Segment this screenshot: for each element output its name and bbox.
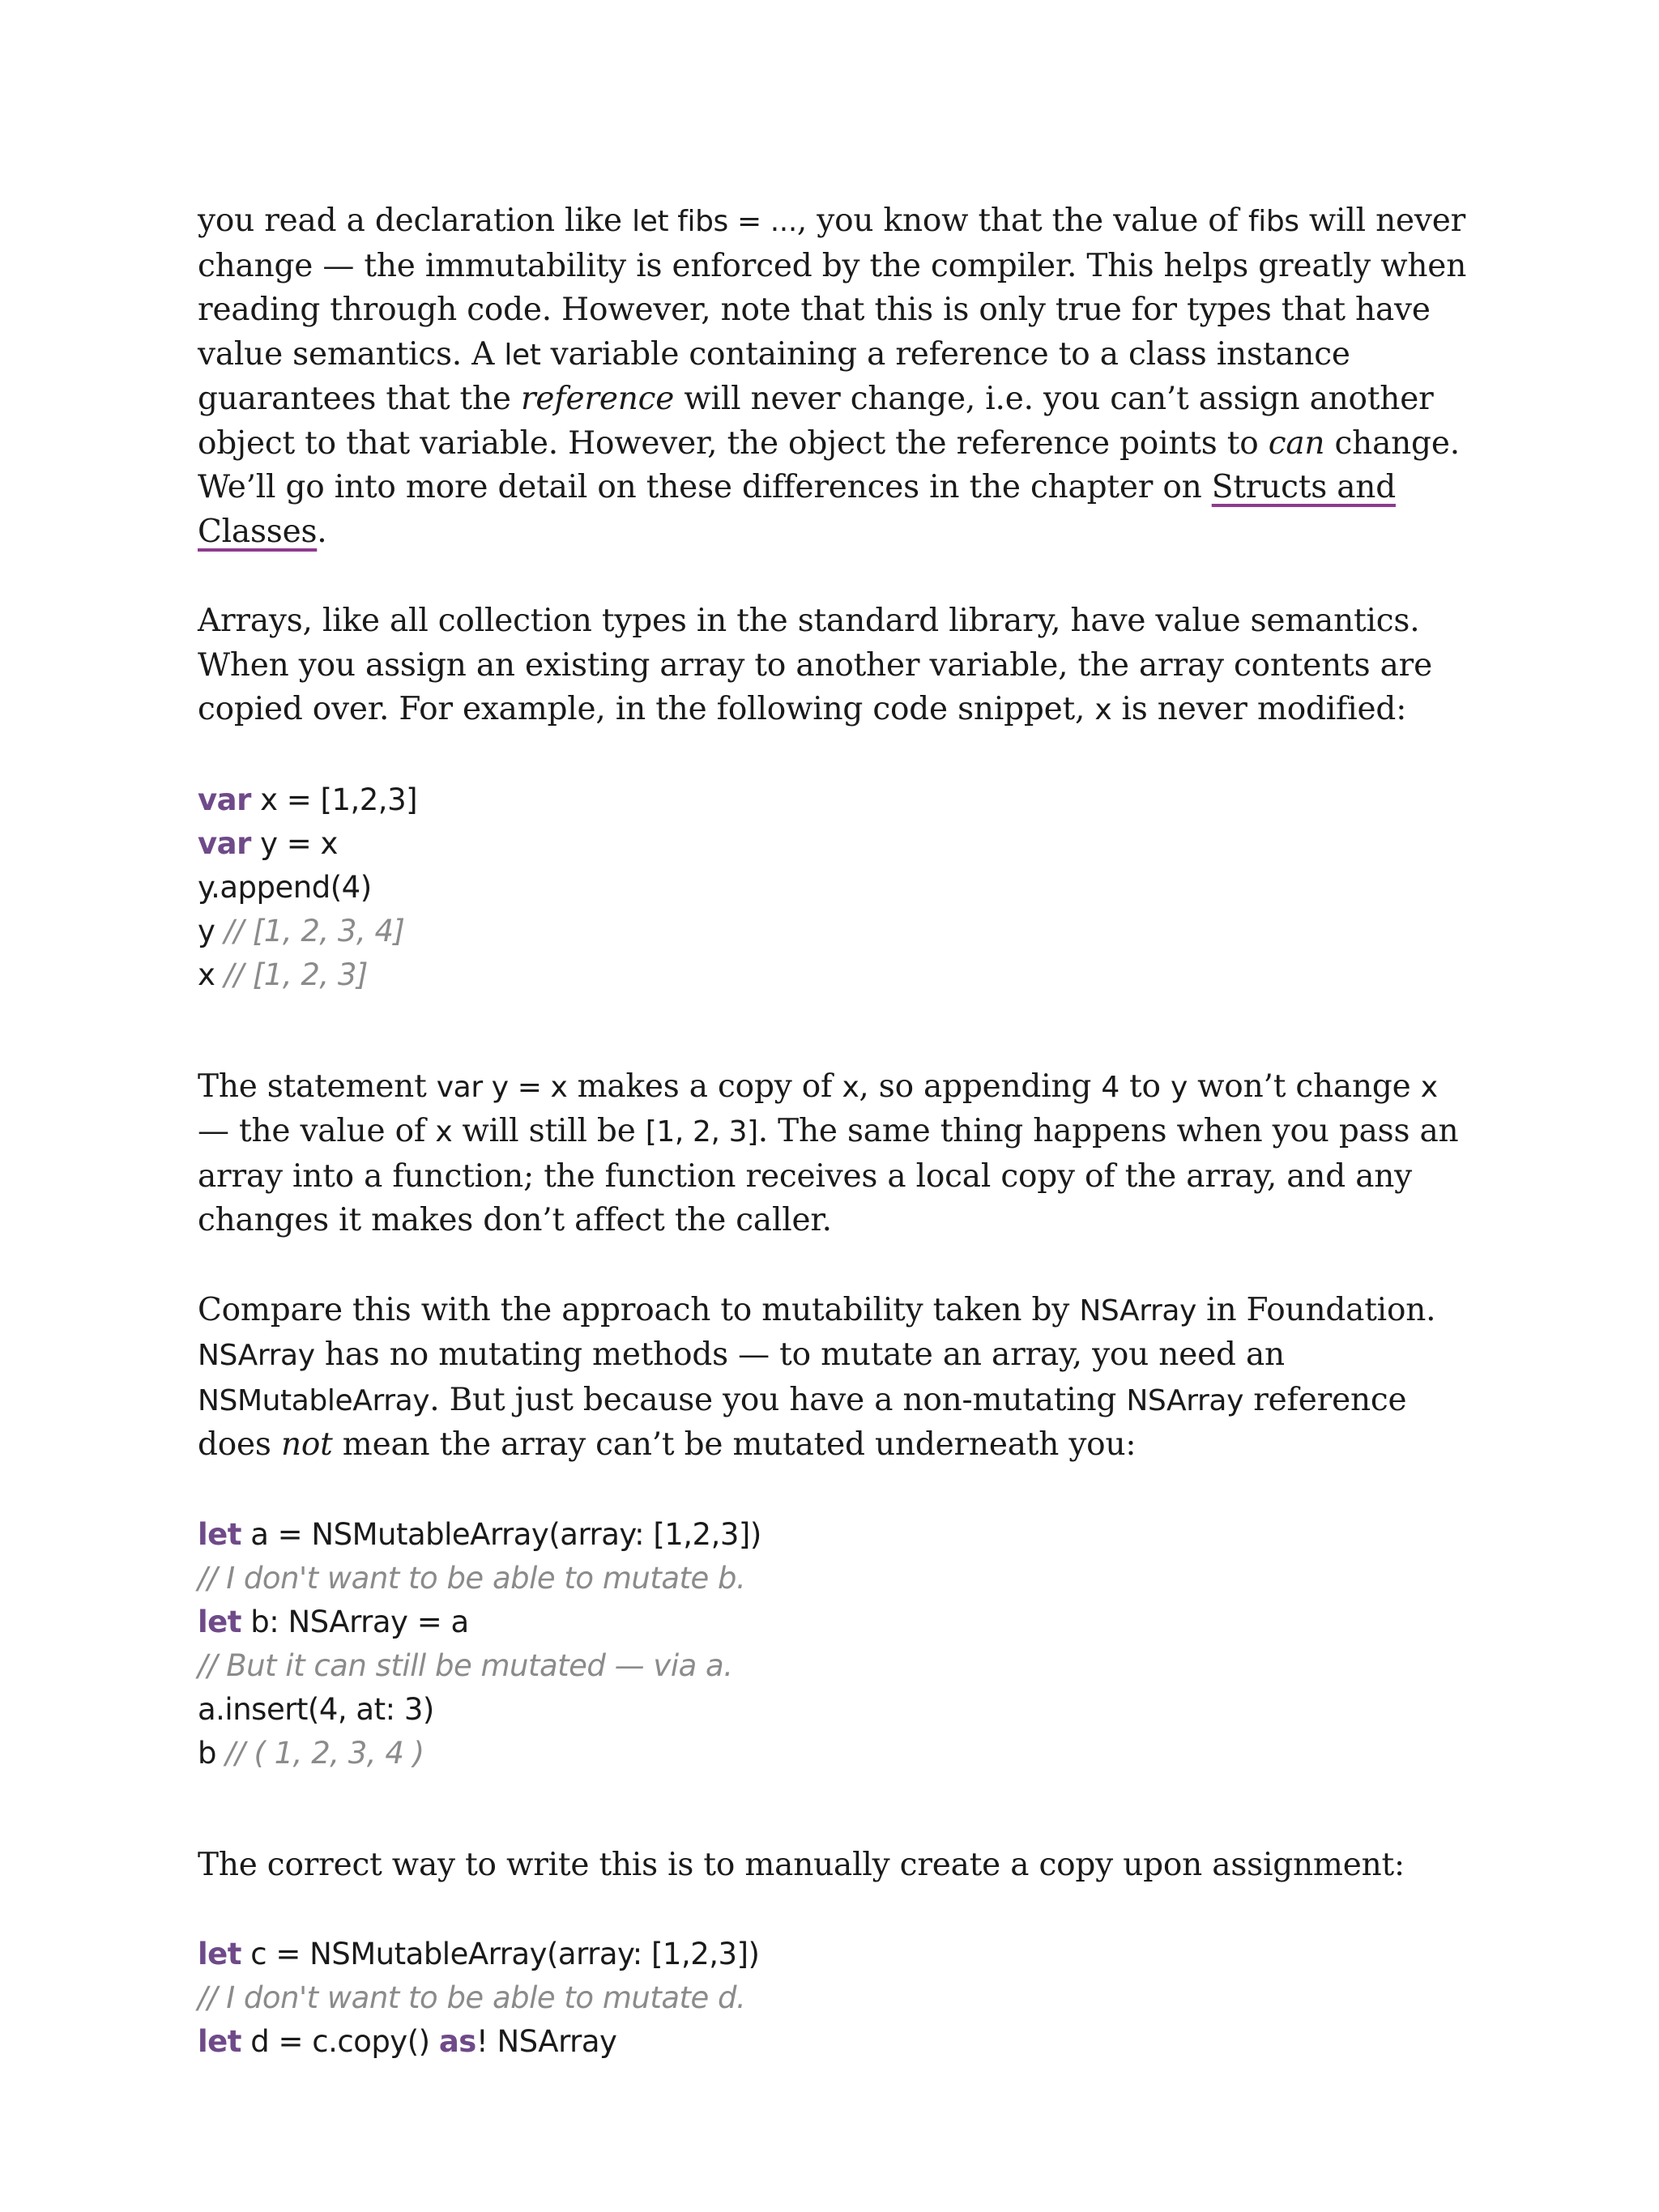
code-text: c = NSMutableArray(array: [1,2,3]) xyxy=(241,1937,760,1971)
inline-code: x xyxy=(1420,1070,1438,1104)
paragraph-correct-way xyxy=(198,1843,1478,1888)
inline-code: [1, 2, 3] xyxy=(645,1115,758,1149)
inline-code: let fibs = ... xyxy=(632,205,797,238)
code-line xyxy=(198,1732,1478,1775)
code-block-nsmutablearray xyxy=(198,1513,1478,1775)
text: change. We’ll go into more detail on these differences in the chapter on xyxy=(198,424,1460,505)
code-text: d = c.copy() xyxy=(241,2024,439,2059)
structs-and-classes-link[interactable]: Structs and Classes xyxy=(198,469,1396,550)
code-text: ! NSArray xyxy=(476,2024,617,2059)
emphasis: not xyxy=(280,1426,333,1463)
keyword: let xyxy=(198,2024,241,2059)
code-line xyxy=(198,953,1478,997)
text: makes a copy of xyxy=(567,1068,842,1105)
paragraph-copy-explanation xyxy=(198,1065,1478,1243)
code-comment: // [1, 2, 3, 4] xyxy=(224,913,405,948)
emphasis: reference xyxy=(520,381,675,417)
text: The correct way to write this is to manually create a copy upon assignment: xyxy=(198,1846,1405,1883)
code-comment: // I don't want to be able to mutate b. xyxy=(198,1560,746,1596)
inline-code: NSArray xyxy=(1126,1383,1244,1417)
code-text: y = x xyxy=(250,825,338,861)
emphasis: can xyxy=(1268,424,1325,462)
code-line xyxy=(198,1600,1478,1644)
text: reference does xyxy=(198,1381,1407,1463)
code-line: a.insert(4, at: 3) xyxy=(198,1691,434,1727)
code-line xyxy=(198,778,1478,822)
code-text: y xyxy=(198,913,224,948)
code-comment: // I don't want to be able to mutate d. xyxy=(198,1980,746,2015)
inline-code: 4 xyxy=(1101,1070,1120,1104)
inline-code: fibs xyxy=(1247,205,1299,238)
text: is never modified: xyxy=(1111,691,1407,727)
text: Arrays, like all collection types in the standard library, have value semantics. When you assign an existing array to another variable, the array contents are copied over. For example, in the following code snippet, xyxy=(198,603,1432,727)
keyword: let xyxy=(198,1937,241,1971)
keyword: let xyxy=(198,1516,241,1552)
inline-code: x xyxy=(435,1115,453,1149)
inline-code: NSMutableArray xyxy=(198,1383,430,1417)
code-line xyxy=(198,2020,1478,2064)
text: The statement xyxy=(198,1068,437,1105)
code-line xyxy=(198,1933,1478,1976)
text: you read a declaration like xyxy=(198,202,633,239)
inline-code: x xyxy=(1094,693,1112,727)
code-text: b: NSArray = a xyxy=(241,1604,469,1639)
text: . The same thing happens when you pass an array into a function; the function receives a local copy of the array, and any changes it makes don’t affect the caller. xyxy=(198,1113,1459,1238)
text: in Foundation. xyxy=(1196,1291,1436,1328)
inline-code: NSArray xyxy=(1079,1294,1196,1328)
text: , so appending xyxy=(859,1068,1102,1105)
inline-code: NSArray xyxy=(198,1339,315,1372)
page-content xyxy=(198,199,1478,2109)
inline-code: let xyxy=(504,338,541,372)
code-comment: // But it can still be mutated — via a. xyxy=(198,1647,733,1683)
paragraph-nsarray xyxy=(198,1289,1478,1468)
keyword: as xyxy=(438,2024,476,2059)
paragraph-immutability xyxy=(198,199,1478,554)
text: will never change, i.e. you can’t assign another object to that variable. However, the object the reference points to xyxy=(198,381,1434,462)
text: Compare this with the approach to mutability taken by xyxy=(198,1291,1080,1328)
inline-code: x xyxy=(842,1070,859,1104)
inline-code: var y = x xyxy=(436,1070,568,1104)
text: will still be xyxy=(452,1113,646,1149)
keyword: var xyxy=(198,782,251,817)
code-text: b xyxy=(198,1735,226,1771)
code-comment: // [1, 2, 3] xyxy=(224,957,368,992)
inline-code: y xyxy=(1171,1070,1188,1104)
code-line xyxy=(198,1513,1478,1557)
code-text: x xyxy=(198,957,224,992)
text: mean the array can’t be mutated underneath you: xyxy=(332,1426,1137,1463)
code-line: y.append(4) xyxy=(198,869,372,905)
text: — the value of xyxy=(198,1113,436,1149)
text: to xyxy=(1119,1068,1171,1105)
text: won’t change xyxy=(1187,1068,1421,1105)
paragraph-value-semantics xyxy=(198,599,1478,733)
keyword: let xyxy=(198,1604,241,1639)
code-block-copy xyxy=(198,1933,1478,2064)
code-comment: // ( 1, 2, 3, 4 ) xyxy=(225,1735,424,1771)
text: has no mutating methods — to mutate an array, you need an xyxy=(314,1336,1285,1373)
text: will never change — the immutability is enforced by the compiler. This helps greatly when reading through code. However, note that this is only true for types that have value semantics. A xyxy=(198,202,1467,373)
code-block-array-copy xyxy=(198,778,1478,997)
code-text: x = [1,2,3] xyxy=(250,782,418,817)
keyword: var xyxy=(198,825,251,861)
code-line xyxy=(198,822,1478,866)
text: . xyxy=(317,513,327,550)
code-line xyxy=(198,910,1478,953)
text: , you know that the value of xyxy=(796,202,1248,239)
text: variable containing a reference to a class instance guarantees that the xyxy=(198,335,1350,417)
code-text: a = NSMutableArray(array: [1,2,3]) xyxy=(241,1516,761,1552)
text: . But just because you have a non-mutating xyxy=(429,1381,1127,1418)
